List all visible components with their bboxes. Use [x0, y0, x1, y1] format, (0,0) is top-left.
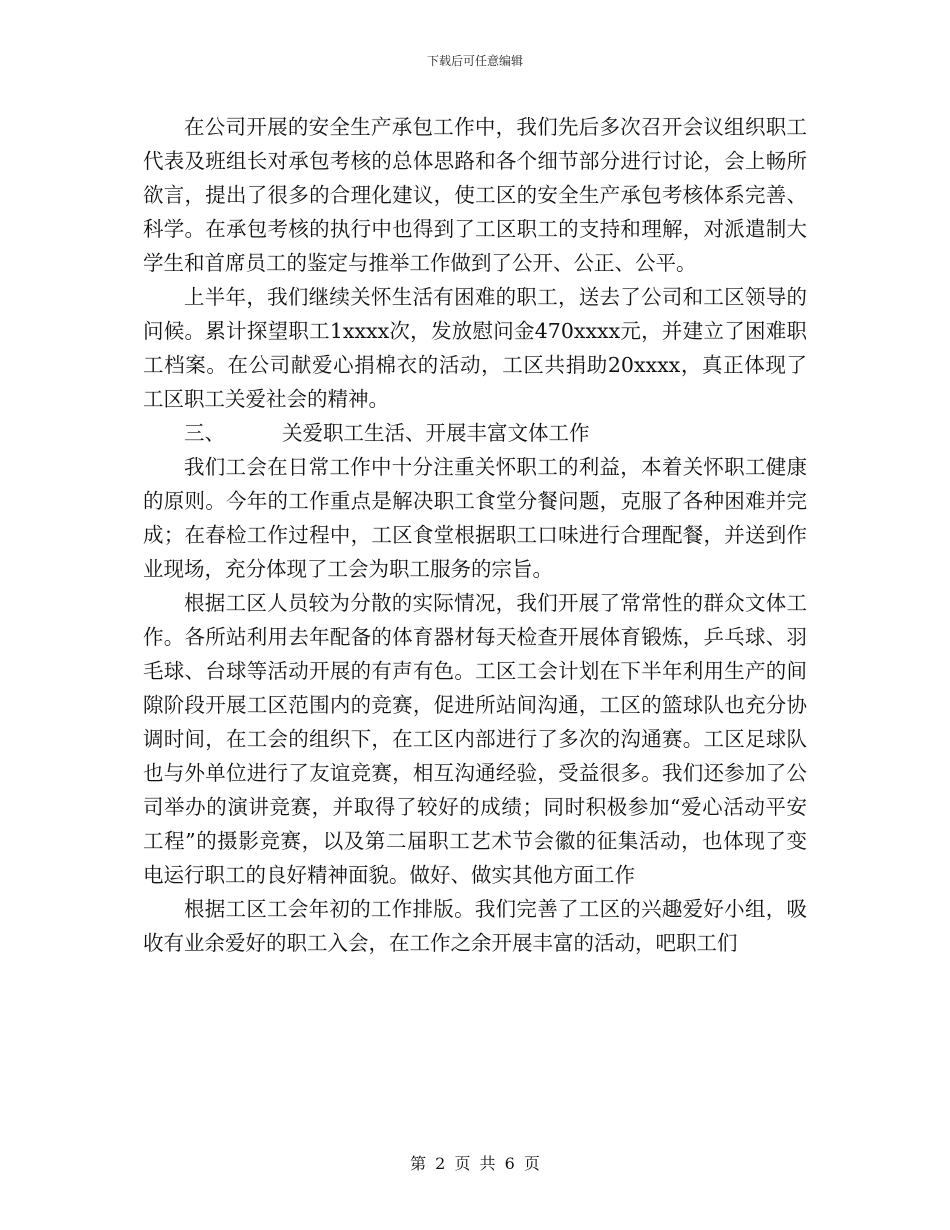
- page-header: 下载后可任意编辑: [426, 54, 523, 68]
- section-heading: [143, 416, 807, 450]
- paragraph-canteen: 我们工会在日常工作中十分注重关怀职工的利益，本着关怀职工健康的原则。今年的工作重点是解决职工食堂分餐问题，克服了各种困难并完成；在春检工作过程中，工区食堂根据职工口味进行合理配餐，并送到作业现场，充分体现了工会为职工服务的宗旨。: [143, 455, 807, 581]
- paragraph-contract-assessment: 在公司开展的安全生产承包工作中，我们先后多次召开会议组织职工代表及班组长对承包考核的总体思路和各个细节部分进行讨论，会上畅所欲言，提出了很多的合理化建议，使工区的安全生产承包考核体系完善、科学。在承包考核的执行中也得到了工区职工的支持和理解，对派遣制大学生和首席员工的鉴定与推举工作做到了公开、公正、公平。: [143, 115, 807, 275]
- document-body: [143, 110, 807, 960]
- section-title: 关爱职工生活、开展丰富文体工作: [282, 421, 590, 445]
- page-footer: 第 2 页 共 6 页: [410, 1154, 540, 1173]
- paragraph-interest-groups: 根据工区工会年初的工作排版。我们完善了工区的兴趣爱好小组，吸收有业余爱好的职工入会，在工作之余开展丰富的活动，吧职工们: [143, 897, 807, 955]
- paragraph-sports-culture: 根据工区人员较为分散的实际情况，我们开展了常常性的群众文体工作。各所站利用去年配备的体育器材每天检查开展体育锻炼，乒乓球、羽毛球、台球等活动开展的有声有色。工区工会计划在下半年利用生产的间隙阶段开展工区范围内的竞赛，促进所站间沟通，工区的篮球队也充分协调时间，在工会的组织下，在工区内部进行了多次的沟通赛。工区足球队也与外单位进行了友谊竞赛，相互沟通经验，受益很多。我们还参加了公司举办的演讲竞赛，并取得了较好的成绩；同时积极参加“爱心活动平安工程”的摄影竞赛，以及第二届职工艺术节会徽的征集活动，也体现了变电运行职工的良好精神面貌。做好、做实其他方面工作: [143, 591, 807, 887]
- paragraph-worker-care: 上半年，我们继续关怀生活有困难的职工，送去了公司和工区领导的问候。累计探望职工1xxxx次，发放慰问金470xxxx元，并建立了困难职工档案。在公司献爱心捐棉衣的活动，工区共捐助20xxxx，真正体现了工区职工关爱社会的精神。: [143, 285, 807, 411]
- section-number: 三、: [184, 421, 225, 445]
